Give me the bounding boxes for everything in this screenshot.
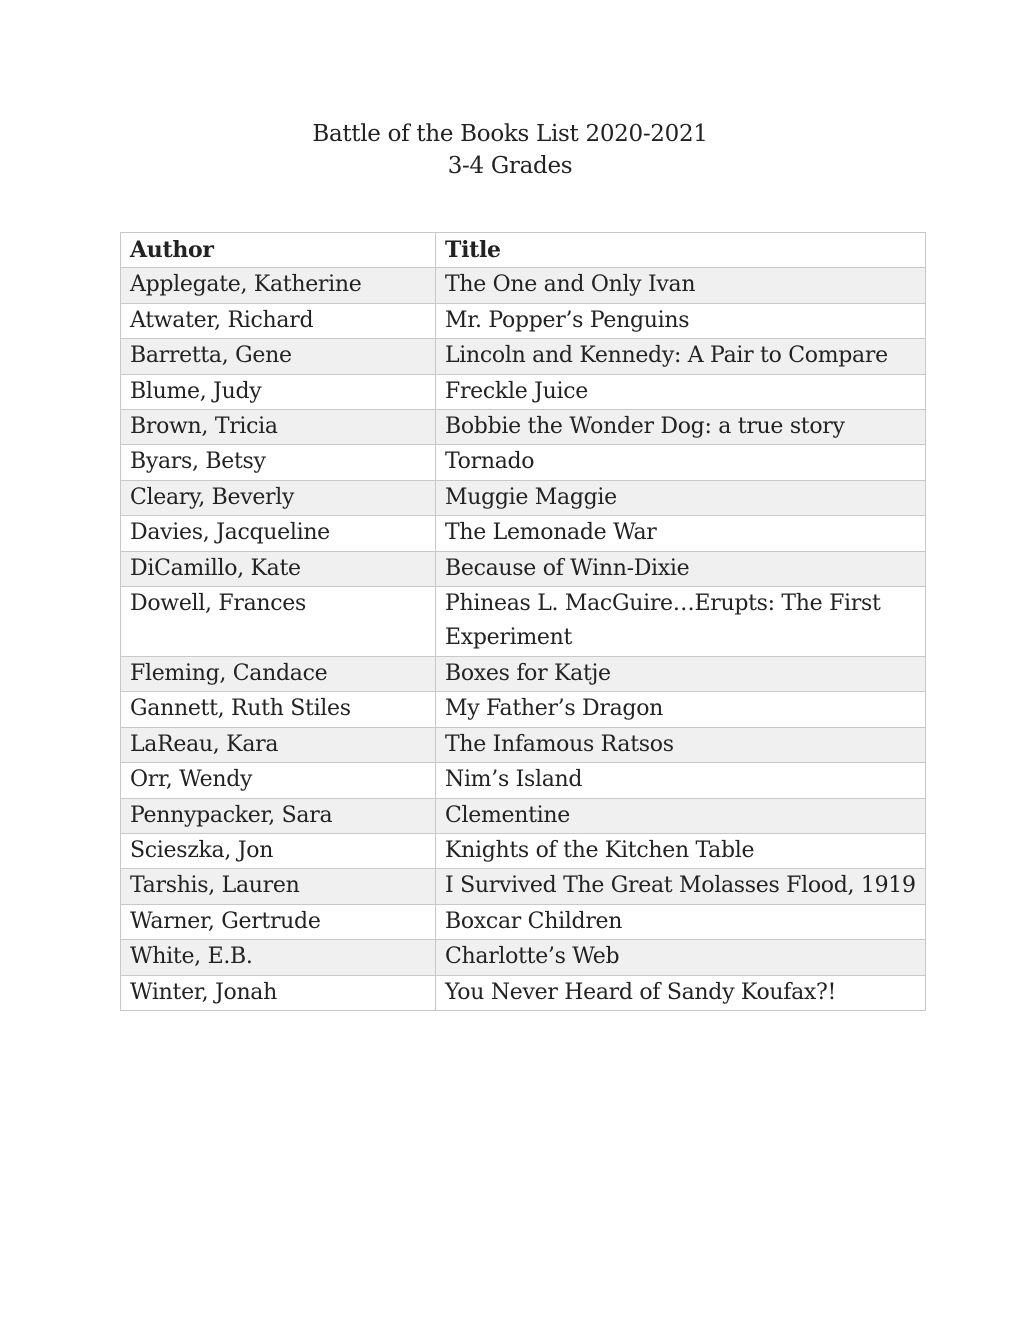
table-header-row <box>121 233 926 268</box>
author-cell: Cleary, Beverly <box>121 480 436 515</box>
author-cell: White, E.B. <box>121 940 436 975</box>
title-cell: Freckle Juice <box>436 374 926 409</box>
column-header-author: Author <box>121 233 436 268</box>
title-cell: Boxes for Katje <box>436 656 926 691</box>
title-cell: Boxcar Children <box>436 904 926 939</box>
document-subtitle: 3-4 Grades <box>447 153 573 179</box>
author-cell: Scieszka, Jon <box>121 833 436 868</box>
column-header-title: Title <box>436 233 926 268</box>
author-cell: Brown, Tricia <box>121 410 436 445</box>
table-row <box>121 303 926 338</box>
title-cell: Phineas L. MacGuire…Erupts: The First Experiment <box>436 587 926 657</box>
table-row <box>121 656 926 691</box>
title-cell: Nim’s Island <box>436 763 926 798</box>
title-cell: Bobbie the Wonder Dog: a true story <box>436 410 926 445</box>
table-row <box>121 587 926 657</box>
table-row <box>121 374 926 409</box>
title-cell: The One and Only Ivan <box>436 268 926 303</box>
author-cell: Byars, Betsy <box>121 445 436 480</box>
table-row <box>121 480 926 515</box>
table-row <box>121 940 926 975</box>
table-row <box>121 727 926 762</box>
title-cell: Because of Winn-Dixie <box>436 551 926 586</box>
author-cell: Pennypacker, Sara <box>121 798 436 833</box>
title-cell: I Survived The Great Molasses Flood, 1919 <box>436 869 926 904</box>
title-cell: You Never Heard of Sandy Koufax?! <box>436 975 926 1010</box>
title-cell: Knights of the Kitchen Table <box>436 833 926 868</box>
author-cell: Blume, Judy <box>121 374 436 409</box>
table-row <box>121 833 926 868</box>
author-cell: DiCamillo, Kate <box>121 551 436 586</box>
author-cell: Gannett, Ruth Stiles <box>121 692 436 727</box>
table-row <box>121 692 926 727</box>
table-row <box>121 445 926 480</box>
table-row <box>121 551 926 586</box>
author-cell: Barretta, Gene <box>121 339 436 374</box>
title-cell: Tornado <box>436 445 926 480</box>
book-list-table <box>120 232 926 1011</box>
title-cell: The Infamous Ratsos <box>436 727 926 762</box>
title-cell: Lincoln and Kennedy: A Pair to Compare <box>436 339 926 374</box>
document-title: Battle of the Books List 2020-2021 <box>312 121 708 147</box>
author-cell: Dowell, Frances <box>121 587 436 657</box>
document-header <box>0 118 1020 182</box>
author-cell: Atwater, Richard <box>121 303 436 338</box>
author-cell: Winter, Jonah <box>121 975 436 1010</box>
author-cell: Fleming, Candace <box>121 656 436 691</box>
title-cell: Mr. Popper’s Penguins <box>436 303 926 338</box>
author-cell: Davies, Jacqueline <box>121 516 436 551</box>
title-cell: The Lemonade War <box>436 516 926 551</box>
author-cell: Tarshis, Lauren <box>121 869 436 904</box>
table-row <box>121 268 926 303</box>
author-cell: LaReau, Kara <box>121 727 436 762</box>
title-cell: Clementine <box>436 798 926 833</box>
title-cell: Charlotte’s Web <box>436 940 926 975</box>
table-row <box>121 516 926 551</box>
table-row <box>121 410 926 445</box>
table-row <box>121 798 926 833</box>
table-row <box>121 869 926 904</box>
table-row <box>121 904 926 939</box>
title-cell: Muggie Maggie <box>436 480 926 515</box>
author-cell: Warner, Gertrude <box>121 904 436 939</box>
table-row <box>121 763 926 798</box>
table-row <box>121 339 926 374</box>
author-cell: Applegate, Katherine <box>121 268 436 303</box>
title-cell: My Father’s Dragon <box>436 692 926 727</box>
author-cell: Orr, Wendy <box>121 763 436 798</box>
table-row <box>121 975 926 1010</box>
